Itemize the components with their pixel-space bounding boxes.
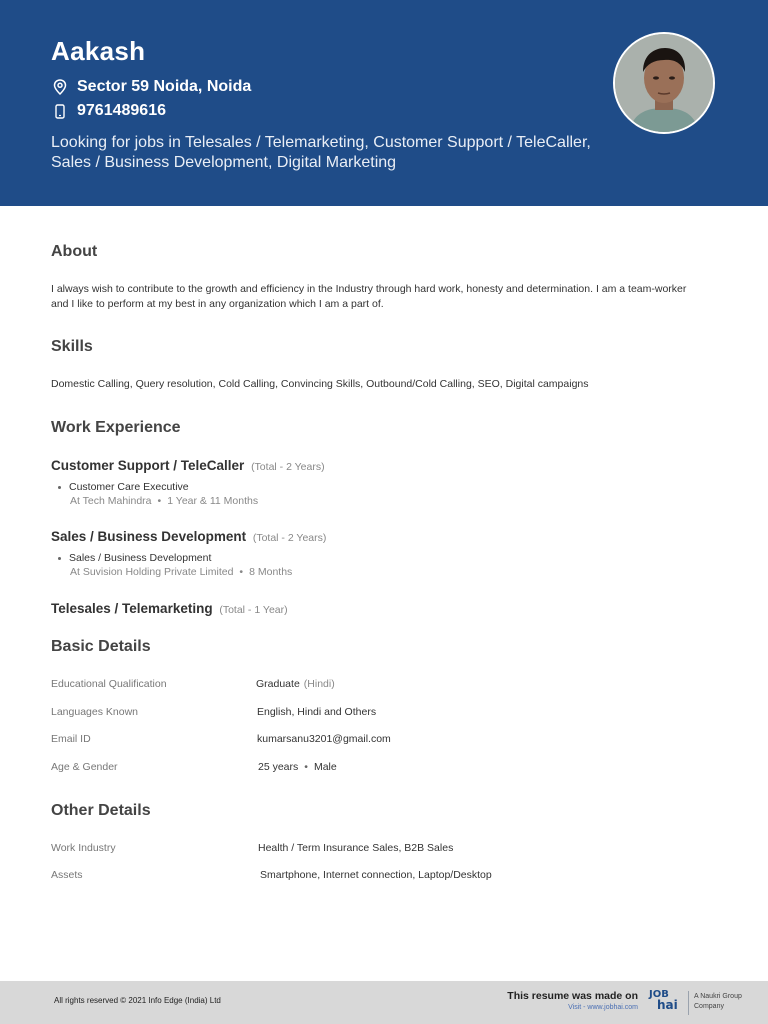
naukri-group-text bbox=[694, 992, 754, 1012]
bullet-icon bbox=[58, 486, 61, 489]
other-details-heading: Other Details bbox=[51, 802, 151, 819]
about-text: I always wish to contribute to the growth and efficiency in the Industry through hard work, honesty and determination. I am a team-worker and I like to perform at my best in any organization which I am a part of. bbox=[51, 283, 687, 310]
email-value: kumarsanu3201@gmail.com bbox=[257, 733, 391, 745]
profile-header bbox=[0, 0, 768, 206]
logo-top-text: JOB bbox=[649, 989, 669, 1000]
experience-company-line: At Tech Mahindra • 1 Year & 11 Months bbox=[70, 495, 259, 507]
experience-group-title bbox=[51, 529, 326, 544]
work-industry-value: Health / Term Insurance Sales, B2B Sales bbox=[258, 842, 454, 854]
experience-role bbox=[58, 552, 211, 564]
experience-group-total: (Total - 2 Years) bbox=[251, 461, 325, 473]
assets-value: Smartphone, Internet connection, Laptop/Desktop bbox=[260, 869, 492, 881]
languages-label: Languages Known bbox=[51, 706, 138, 718]
visit-link[interactable]: Visit - www.jobhai.com bbox=[568, 1004, 638, 1011]
qualification-label: Educational Qualification bbox=[51, 678, 167, 690]
qualification-value bbox=[256, 678, 335, 690]
languages-value: English, Hindi and Others bbox=[257, 706, 377, 718]
profile-photo bbox=[613, 32, 715, 134]
location-pin-icon bbox=[51, 78, 69, 96]
email-label: Email ID bbox=[51, 733, 91, 745]
assets-label: Assets bbox=[51, 869, 83, 881]
age-value: 25 years bbox=[258, 761, 299, 773]
naukri-line-1: A Naukri Group bbox=[694, 993, 742, 1000]
gender-value: Male bbox=[313, 761, 337, 773]
bullet-icon bbox=[58, 557, 61, 560]
work-experience-heading: Work Experience bbox=[51, 419, 181, 436]
phone-number: 9761489616 bbox=[77, 102, 166, 119]
experience-role-title: Customer Care Executive bbox=[69, 481, 189, 493]
qualification-degree: Graduate bbox=[256, 678, 300, 690]
age-gender-value: 25 years • Male bbox=[258, 761, 337, 773]
skills-text: Domestic Calling, Query resolution, Cold Calling, Convincing Skills, Outbound/Cold Calling, SEO, Digital campaigns bbox=[51, 378, 589, 390]
candidate-name: Aakash bbox=[51, 36, 146, 66]
location-text: Sector 59 Noida, Noida bbox=[77, 78, 252, 95]
footer-divider bbox=[688, 991, 689, 1015]
made-on-text: This resume was made on bbox=[507, 990, 638, 1002]
phone-row bbox=[51, 102, 166, 120]
looking-for-text: Looking for jobs in Telesales / Telemarketing, Customer Support / TeleCaller, Sales / Business Development, Digital Marketing bbox=[51, 134, 591, 171]
location-row bbox=[51, 78, 251, 96]
age-gender-label: Age & Gender bbox=[51, 761, 118, 773]
experience-group-title bbox=[51, 458, 325, 473]
jobhai-logo[interactable] bbox=[649, 990, 685, 1012]
qualification-medium: (Hindi) bbox=[303, 678, 335, 690]
naukri-line-2: Company bbox=[694, 1003, 724, 1010]
experience-group-total: (Total - 2 Years) bbox=[252, 532, 327, 544]
work-industry-label: Work Industry bbox=[51, 842, 116, 854]
experience-role bbox=[58, 481, 189, 493]
basic-details-heading: Basic Details bbox=[51, 638, 151, 655]
about-heading: About bbox=[51, 243, 98, 260]
experience-group-title bbox=[51, 601, 288, 616]
experience-group-name: Telesales / Telemarketing bbox=[51, 601, 213, 616]
skills-heading: Skills bbox=[51, 338, 93, 355]
experience-company-line: At Suvision Holding Private Limited • 8 Months bbox=[70, 566, 293, 578]
experience-duration: 8 Months bbox=[249, 566, 293, 578]
experience-role-title: Sales / Business Development bbox=[69, 552, 212, 564]
experience-company: At Suvision Holding Private Limited bbox=[70, 566, 234, 578]
mobile-phone-icon bbox=[51, 102, 69, 120]
experience-group-total: (Total - 1 Year) bbox=[219, 604, 288, 616]
logo-bottom-text: hai bbox=[657, 998, 678, 1012]
experience-group-name: Sales / Business Development bbox=[51, 529, 247, 544]
experience-company: At Tech Mahindra bbox=[70, 495, 152, 507]
copyright-text: All rights reserved © 2021 Info Edge (India) Ltd bbox=[54, 996, 221, 1005]
experience-duration: 1 Year & 11 Months bbox=[167, 495, 259, 507]
experience-group-name: Customer Support / TeleCaller bbox=[51, 458, 245, 473]
